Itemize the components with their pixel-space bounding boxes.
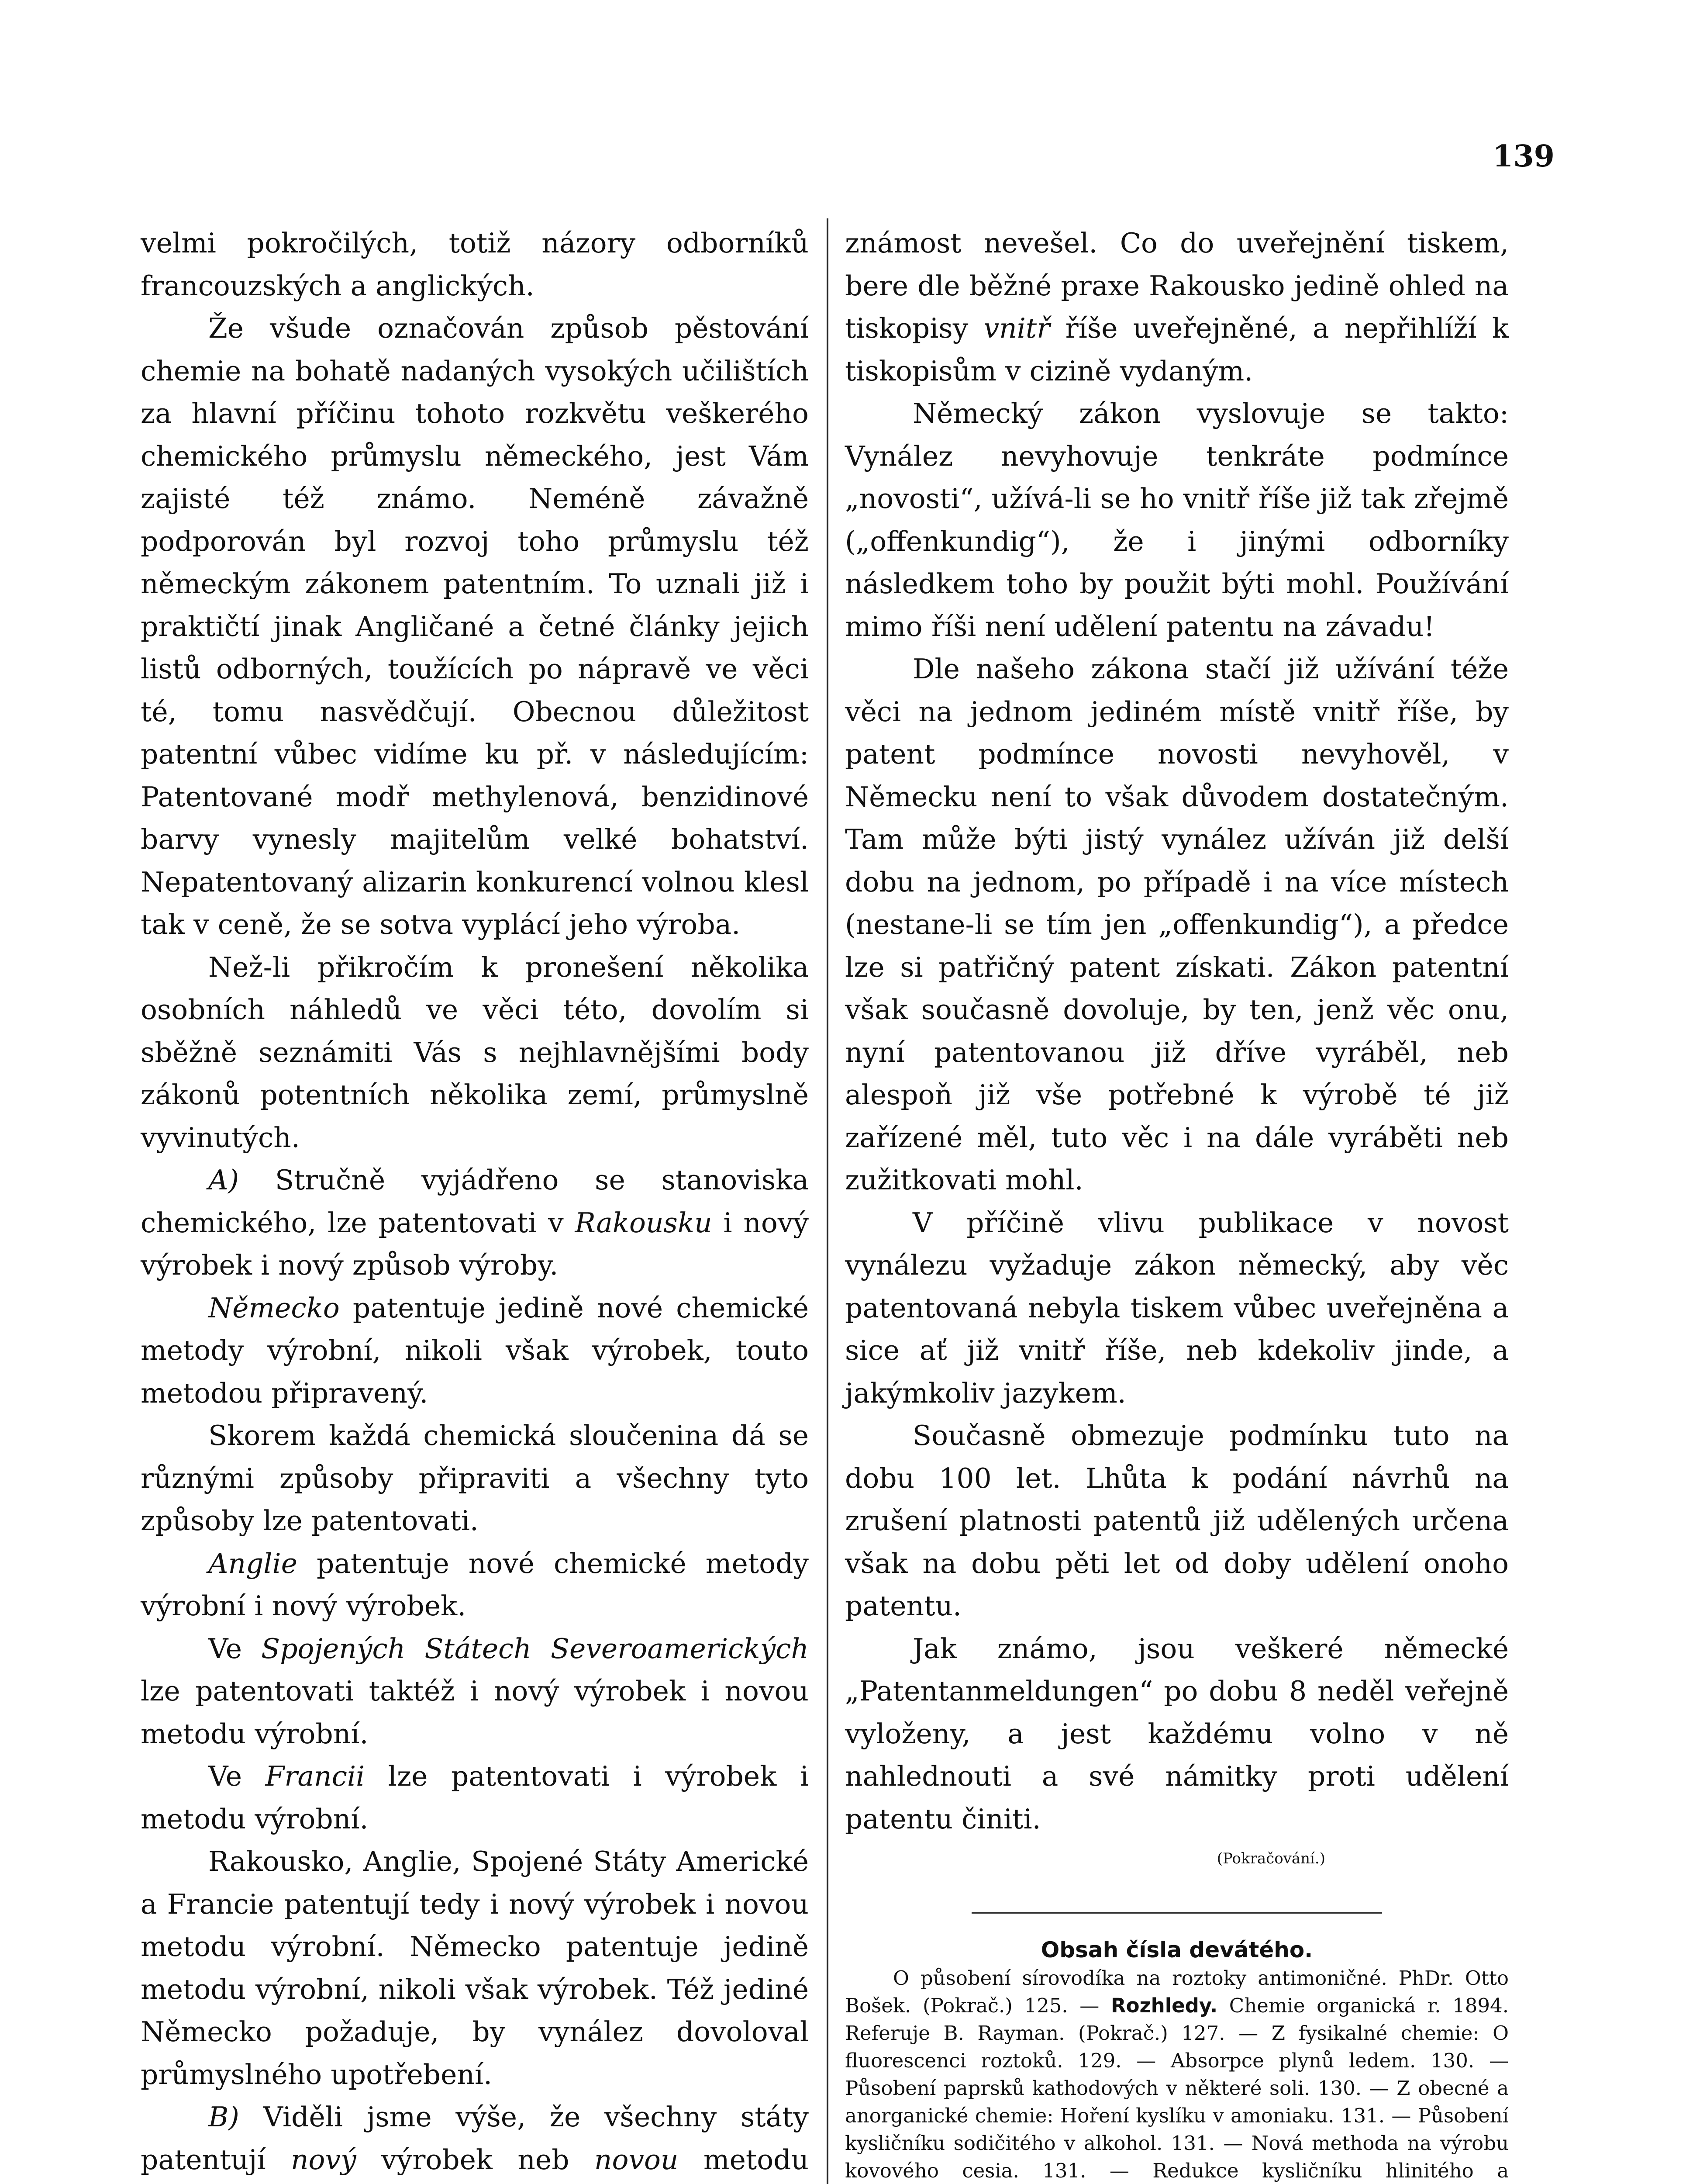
paragraph: V příčině vlivu publikace v novost vynálezu vyžaduje zákon německý, aby věc patentovaná nebyla tiskem vůbec uveřejněna a sice ať již vnitř říše, neb kdekoliv jinde, a jakýmkoliv jazykem. (845, 1206, 1509, 1409)
contents-section-heading: Rozhledy. (1110, 1994, 1218, 2017)
paragraph: Německý zákon vyslovuje se takto: Vynález nevyhovuje tenkráte podmínce „novosti“, užívá-li se ho vnitř říše již tak zřejmě („offenkundig“), že i jinými odborníky následkem toho by použit býti mohl. Používání mimo říši není udělení patentu na závadu! (845, 397, 1509, 643)
contents-title: Obsah čísla devátého. (1041, 1937, 1313, 1963)
country-name: Francii (265, 1760, 365, 1792)
country-name: Anglie (208, 1547, 297, 1579)
section-marker: A) (208, 1164, 239, 1196)
paragraph: Než-li přikročím k pronešení několika osobních náhledů ve věci této, dovolím si sběžně seznámiti Vás s nejhlavnějšími body zákonů potentních několika zemí, průmyslně vyvinutých. (141, 951, 809, 1154)
paragraph: Německo patentuje jedině nové chemické metody výrobní, nikoli však výrobek, touto metodou připravený. (141, 1292, 809, 1409)
emphasis: vnitř (983, 312, 1050, 344)
paragraph: Současně obmezuje podmínku tuto na dobu 100 let. Lhůta k podání návrhů na zrušení platnosti patentů již udělených určena však na dobu pěti let od doby udělení onoho patentu. (845, 1420, 1509, 1622)
paragraph: Ve Francii lze patentovati i výrobek i metodu výrobní. (141, 1760, 809, 1835)
country-name: Spojených Státech Severoamerických (261, 1632, 809, 1665)
paragraph: Jak známo, jsou veškeré německé „Patentanmeldungen“ po dobu 8 neděl veřejně vyloženy, a jest každému volno v ně nahlednouti a své námitky proti udělení patentu činiti. (845, 1632, 1509, 1835)
section-divider (972, 1912, 1382, 1914)
country-name: Rakousku (575, 1206, 712, 1239)
paragraph: Dle našeho zákona stačí již užívání téže věci na jednom jediném místě vnitř říše, by patent podmínce novosti nevyhověl, v Německu není to však důvodem dostatečným. Tam může býti jistý vynález užíván již delší dobu na jednom, po případě i na více místech (nestane-li se tím jen „offenkundig“), a předce lze si patřičný patent získati. Zákon patentní však současně dovoluje, by ten, jenž věc onu, nyní patentovanou již dříve vyráběl, neb alespoň již vše potřebné k výrobě té již zařízené měl, tuto věc i na dále vyráběti neb zužitkovati mohl. (845, 653, 1509, 1196)
paragraph: Že všude označován způsob pěstování chemie na bohatě nadaných vysokých učilištích za hlavní příčinu tohoto rozkvětu veškerého chemického průmyslu německého, jest Vám zajisté též známo. Neméně závažně podporován byl rozvoj toho průmyslu též německým zákonem patentním. To uznali již i praktičtí jinak Angličané a četné články jejich listů odborných, toužících po nápravě ve věci té, tomu nasvědčují. Obecnou důležitost patentní vůbec vidíme ku př. v následujícím: Patentované modř methylenová, benzidinové barvy vynesly majitelům velké bohatství. Nepatentovaný alizarin konkurencí volnou klesl tak v ceně, že se sotva vyplácí jeho výroba. (141, 312, 809, 940)
paragraph: Skorem každá chemická sloučenina dá se různými způsoby připraviti a všechny tyto způsoby lze patentovati. (141, 1420, 809, 1537)
contents-body: O působení sírovodíka na roztoky antimoničné. PhDr. Otto Bošek. (Pokrač.) 125. — Rozhledy. Chemie organická r. 1894. Referuje B. Rayman. (Pokrač.) 127. — Z fysikalné chemie: O fluorescenci roztoků. 129. — Absorpce plynů ledem. 130. — Působení paprsků kathodových v některé soli. 130. — Z obecné a anorganické chemie: Hoření kyslíku v amoniaku. 131. — Působení kysličníku sodičitého v alkohol. 131. — Nová methoda na výrobu kovového cesia. 131. — Redukce kysličníku hlinitého a (845, 1966, 1509, 2182)
right-column (845, 222, 1509, 2184)
paragraph: Rakousko, Anglie, Spojené Státy Americké a Francie patentují tedy i nový výrobek i novou metodu výrobní. Německo patentuje jedině metodu výrobní, nikoli však výrobek. Též jediné Německo požaduje, by vynález dovoloval průmyslného upotřebení. (141, 1845, 809, 2091)
page-number: 139 (1493, 139, 1555, 174)
continuation-note: (Pokračování.) (1217, 1850, 1325, 1867)
paragraph: známost nevešel. Co do uveřejnění tiskem, bere dle běžné praxe Rakousko jedině ohled na tiskopisy vnitř říše uveřejněné, a nepřihlíží k tiskopisům v cizině vydaným. (845, 227, 1509, 387)
column-divider (827, 218, 828, 2184)
paragraph: Ve Spojených Státech Severoamerických lze patentovati taktéž i nový výrobek i novou metodu výrobní. (141, 1632, 809, 1750)
emphasis: novou (594, 2143, 679, 2176)
emphasis: nový (290, 2143, 356, 2176)
paragraph: Anglie patentuje nové chemické metody výrobní i nový výrobek. (141, 1547, 809, 1622)
paragraph: velmi pokročilých, totiž názory odborníků francouzských a anglických. (141, 227, 809, 302)
paragraph: B) Viděli jsme výše, že všechny státy patentují nový výrobek neb novou metodu (141, 2101, 809, 2176)
left-column (141, 222, 809, 2184)
country-name: Německo (208, 1292, 340, 1324)
section-marker: B) (208, 2101, 239, 2133)
paragraph: A) Stručně vyjádřeno se stanoviska chemického, lze patentovati v Rakousku i nový výrobek i nový způsob výroby. (141, 1164, 809, 1281)
